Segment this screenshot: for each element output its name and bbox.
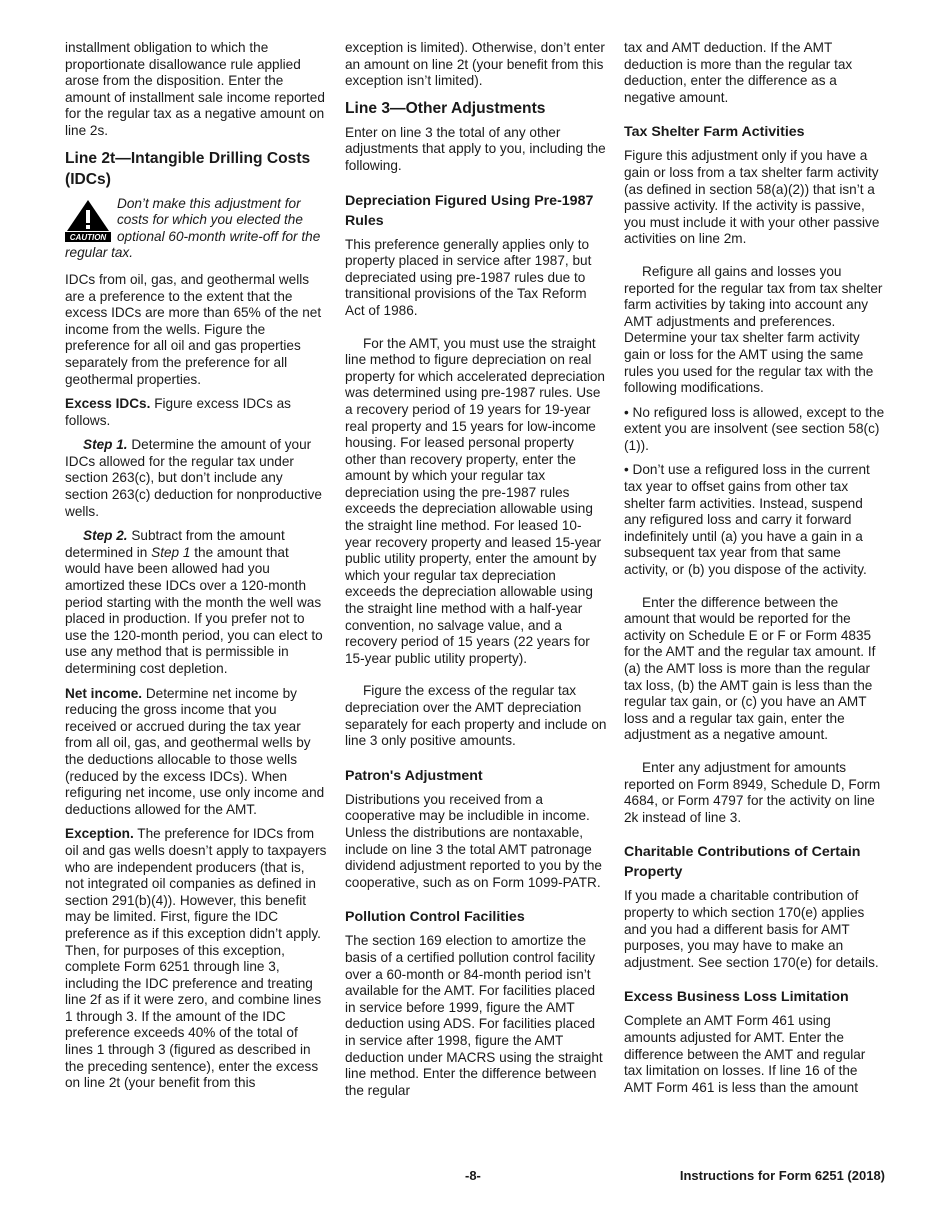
paragraph: Distributions you received from a cooperative may be includible in income. Unless the distributions are nontaxable, include on line 3 the total AMT patronage dividend adjustment reported to you by the cooperative, such as on Form 1099-PATR. — [345, 791, 602, 890]
step-2-paragraph: Step 2. Subtract from the amount determined in Step 1 the amount that would have been allowed had you amortized these IDCs over a 120-month period starting with the month the well was placed in production. If you prefer not to use the 120-month period, you can elect to use any method that is permissible in determining cost depletion. — [65, 528, 323, 676]
paragraph: For the AMT, you must use the straight line method to figure depreciation on real property for which accelerated depreciation was determined using pre-1987 rules. Use a recovery period of 19 years for 19-year real property and 15 years for low-income housing. For leased personal property other than recovery property, enter the amount by which your regular tax depreciation using the pre-1987 rules exceeds the depreciation allowable using the straight line method. For leased 10-year recovery property and leased 15-year public utility property, enter the amount by which your regular tax depreciation exceeds the depreciation allowable using the straight line method with a half-year convention, no salvage value, and a recovery period of 15 years (22 years for 15-year public utility property). — [345, 335, 605, 666]
document-title: Instructions for Form 6251 (2018) — [679, 1168, 885, 1183]
heading-depreciation: Depreciation Figured Using Pre-1987 Rules — [345, 192, 594, 229]
net-income-paragraph: Net income. Determine net income by reducing the gross income that you received or accrued during the tax year from all oil, gas, and geothermal wells by the deductions allocable to those wells (reduced by the excess IDCs). When refiguring net income, use only income and deductions allowed for the AMT. — [65, 685, 325, 817]
paragraph: The section 169 election to amortize the basis of a certified pollution control facility over a 60-month or 84-month period isn’t available for the AMT. For facilities placed in service before 1999, figure the AMT deduction using ADS. For facilities placed in service after 1998, figure the AMT deduction under MACRS using the straight line method. Enter the difference between the regular — [345, 933, 603, 1098]
caution-text: Don’t make this adjustment for costs for which you elected the optional 60-month write-off for the regular tax. — [65, 195, 321, 261]
paragraph: Complete an AMT Form 461 using amounts adjusted for AMT. Enter the difference between the AMT and regular tax limitation on losses. If line 16 of the AMT Form 461 is less than the amount — [624, 1013, 866, 1095]
exception-paragraph: Exception. The preference for IDCs from oil and gas wells doesn’t apply to taxpayers who are independent producers (that is, not integrated oil companies as defined in section 291(b)(4)). However, this benefit may be limited. First, figure the IDC preference as if this exception didn’t apply. Then, for purposes of this exception, complete Form 6251 through line 3, including the IDC preference and treating line 2f as if it were zero, and combine lines 1 through 3. If the amount of the IDC preference exceeds 40% of the total of lines 1 through 3 (figured as described in the preceding sentence), enter the excess on line 2t (your benefit from this — [65, 826, 327, 1091]
paragraph: Figure the excess of the regular tax depreciation over the AMT depreciation separately for each property and include on line 3 only positive amounts. — [345, 683, 607, 749]
paragraph: This preference generally applies only to property placed in service after 1987, but depreciated using pre-1987 rules due to transitional provisions of the Tax Reform Act of 1986. — [345, 236, 592, 318]
step-label: Step 2. — [83, 528, 128, 544]
paragraph: exception is limited). Otherwise, don’t enter an amount on line 2t (your benefit from this exception isn’t limited). — [345, 40, 605, 89]
run-in-heading: Exception. — [65, 826, 134, 842]
caution-icon — [65, 198, 111, 242]
heading-farm: Tax Shelter Farm Activities — [624, 124, 805, 141]
column-2 — [345, 40, 607, 1107]
page-number: -8- — [465, 1168, 481, 1183]
heading-charitable: Charitable Contributions of Certain Property — [624, 844, 861, 881]
heading-line-3: Line 3—Other Adjustments — [345, 99, 546, 117]
run-in-heading: Excess IDCs. — [65, 396, 151, 412]
paragraph: IDCs from oil, gas, and geothermal wells are a preference to the extent that the excess IDCs are more than 65% of the net income from the wells. Figure the preference for all oil and gas properties separately from the preference for all geothermal properties. — [65, 271, 322, 387]
column-3 — [624, 40, 886, 1104]
paragraph: Figure this adjustment only if you have a gain or loss from a tax shelter farm activity (as defined in section 58(a)(2)) that isn’t a passive activity. If the activity is passive, you must include it with your other passive activities on line 2m. — [624, 148, 880, 247]
paragraph: tax and AMT deduction. If the AMT deduction is more than the regular tax deduction, enter the difference as a negative amount. — [624, 40, 853, 105]
heading-line-2t: Line 2t—Intangible Drilling Costs (IDCs) — [65, 149, 311, 188]
paragraph: Refigure all gains and losses you reported for the regular tax from tax shelter farm activities by taking into account any AMT adjustments and preferences. Determine your tax shelter farm activity gain or loss for the AMT using the same rules you used for the regular tax with the following modifications. — [624, 263, 883, 396]
paragraph: Enter on line 3 the total of any other adjustments that apply to you, including the following. — [345, 124, 606, 173]
excess-idcs-paragraph: Excess IDCs. Figure excess IDCs as follows. — [65, 396, 291, 428]
paragraph: Enter any adjustment for amounts reported on Form 8949, Schedule D, Form 4684, or Form 4797 for the activity on line 2k instead of line 3. — [624, 759, 881, 825]
step-1-paragraph: Step 1. Determine the amount of your IDCs allowed for the regular tax under section 263(c), but don’t include any section 263(c) deduction for nonproductive wells. — [65, 437, 322, 519]
heading-pollution: Pollution Control Facilities — [345, 909, 525, 926]
heading-excess-business-loss: Excess Business Loss Limitation — [624, 989, 849, 1006]
run-in-heading: Net income. — [65, 685, 143, 701]
caution-note — [65, 196, 327, 262]
paragraph: If you made a charitable contribution of property to which section 170(e) applies and you had a different basis for AMT purposes, you may have to make an adjustment. See section 170(e) for details. — [624, 888, 879, 970]
heading-patron: Patron's Adjustment — [345, 767, 483, 784]
caution-label: CAUTION — [69, 232, 107, 242]
column-1 — [65, 40, 327, 1100]
bullet-item: • No refigured loss is allowed, except to the extent you are insolvent (see section 58(c)(1)). — [624, 404, 885, 453]
paragraph: installment obligation to which the proportionate disallowance rule applied arose from the disposition. Enter the amount of installment sale income reported for the regular tax as a negative amount on line 2s. — [65, 40, 325, 138]
paragraph: Enter the difference between the amount that would be reported for the activity on Schedule E or F or Form 4835 for the AMT and the regular tax amount. If (a) the AMT loss is more than the regular tax loss, (b) the AMT gain is less than the regular tax gain, or (c) you have an AMT loss and a regular tax gain, enter the adjustment as a negative amount. — [624, 594, 876, 743]
page-footer — [65, 1168, 885, 1188]
step-label: Step 1. — [83, 437, 128, 453]
bullet-item: • Don’t use a refigured loss in the current tax year to offset gains from other tax shelter farm activities. Instead, suspend any refigured loss and carry it forward indefinitely until (a) you have a gain in a subsequent tax year from that same activity, or (b) you dispose of the activity. — [624, 462, 870, 578]
